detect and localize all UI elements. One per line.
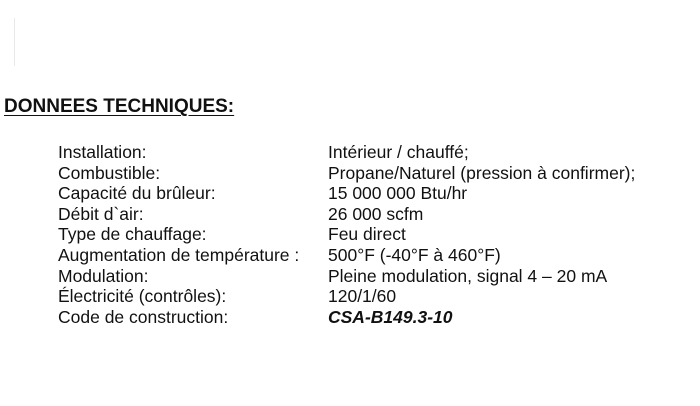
spec-label: Type de chauffage:	[58, 224, 207, 245]
spec-row-fuel	[58, 163, 678, 184]
spec-value: 120/1/60	[328, 286, 397, 307]
spec-row-electricity	[58, 286, 678, 307]
spec-value: Feu direct	[328, 224, 406, 245]
spec-row-modulation	[58, 266, 678, 287]
spec-value: 15 000 000 Btu/hr	[328, 183, 468, 204]
spec-row-air-flow	[58, 204, 678, 225]
spec-value: 26 000 scfm	[328, 203, 424, 224]
spec-label: Augmentation de température :	[58, 244, 300, 265]
section-heading: DONNEES TECHNIQUES:	[4, 96, 235, 117]
spec-value: 500°F (-40°F à 460°F)	[328, 244, 501, 265]
spec-value: CSA-B149.3-10	[328, 306, 453, 327]
spec-value: Propane/Naturel (pression à confirmer);	[328, 162, 636, 183]
spec-label: Combustible:	[58, 162, 161, 183]
spec-label: Installation:	[58, 142, 147, 162]
spec-row-burner-capacity	[58, 183, 678, 204]
spec-row-installation	[58, 142, 678, 163]
spec-row-temperature-rise	[58, 245, 678, 266]
spec-value: Pleine modulation, signal 4 – 20 mA	[328, 265, 608, 286]
spec-value: Intérieur / chauffé;	[328, 142, 469, 162]
technical-specs-list	[58, 142, 678, 327]
spec-row-heating-type	[58, 224, 678, 245]
spec-label: Code de construction:	[58, 306, 229, 327]
spec-row-building-code	[58, 307, 678, 328]
spec-label: Électricité (contrôles):	[58, 286, 227, 307]
spec-label: Capacité du brûleur:	[58, 183, 216, 204]
spec-label: Débit d`air:	[58, 203, 144, 224]
faint-margin-mark	[14, 18, 15, 66]
spec-label: Modulation:	[58, 265, 149, 286]
